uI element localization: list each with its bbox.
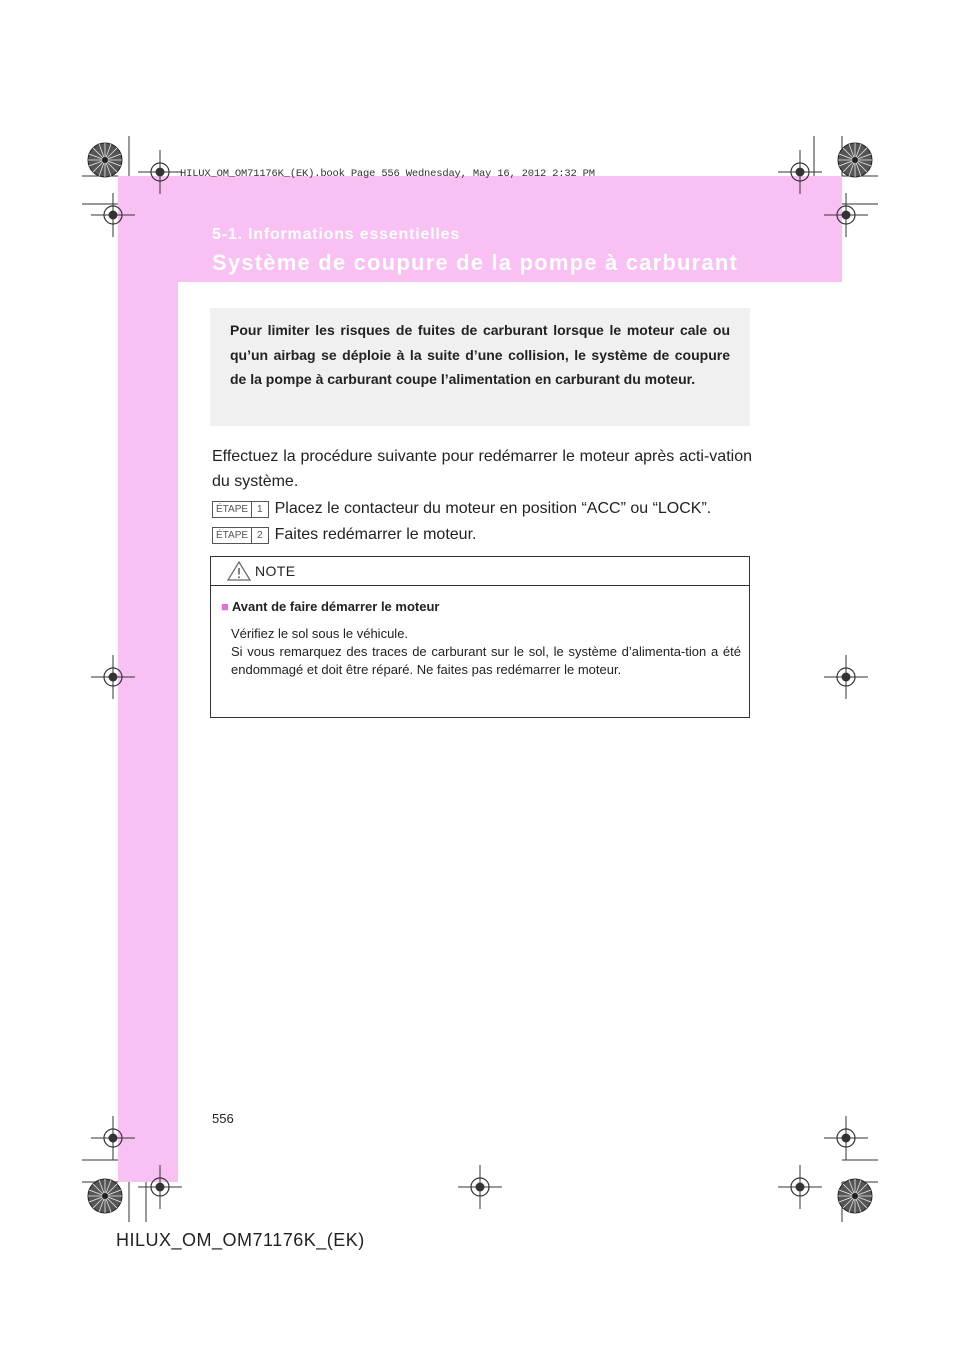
step-2	[212, 526, 476, 544]
square-bullet-icon: ■	[221, 599, 229, 614]
step-badge-word: ÉTAPE	[213, 502, 252, 517]
intro-text: Pour limiter les risques de fuites de carburant lorsque le moteur cale ou qu’un airbag se déploie à la suite d’une collision, le système de coupure de la pompe à carburant coupe l’alimentation en carburant du moteur.	[230, 322, 730, 387]
file-stamp: HILUX_OM_OM71176K_(EK).book Page 556 Wednesday, May 16, 2012 2:32 PM	[180, 168, 595, 180]
intro-box	[210, 308, 750, 426]
note-label: NOTE	[255, 563, 296, 579]
page-title: Système de coupure de la pompe à carburant	[212, 250, 738, 275]
note-body	[231, 625, 741, 679]
section-heading: 5-1. Informations essentielles	[212, 226, 461, 243]
step-text: Faites redémarrer le moteur.	[274, 526, 477, 543]
step-badge	[212, 527, 269, 544]
note-heading	[221, 599, 439, 614]
body-paragraph: Effectuez la procédure suivante pour redémarrer le moteur après acti-vation du système.	[212, 448, 752, 490]
note-line: Vérifiez le sol sous le véhicule.	[231, 626, 409, 641]
note-box	[210, 556, 750, 718]
note-line: Si vous remarquez des traces de carburant sur le sol, le système d’alimenta-tion a été endommagé et doit être réparé. Ne faites pas redémarrer le moteur.	[231, 644, 741, 677]
step-badge-number: 2	[257, 529, 263, 541]
warning-icon	[227, 561, 251, 581]
step-badge	[212, 501, 269, 518]
note-heading-text: Avant de faire démarrer le moteur	[231, 599, 440, 614]
step-1	[212, 500, 711, 518]
step-badge-word: ÉTAPE	[213, 528, 252, 543]
step-badge-number: 1	[257, 503, 263, 515]
page-number: 556	[212, 1111, 234, 1126]
note-header	[211, 557, 749, 586]
document-id: HILUX_OM_OM71176K_(EK)	[116, 1230, 365, 1250]
step-text: Placez le contacteur du moteur en position “ACC” ou “LOCK”.	[274, 500, 712, 517]
